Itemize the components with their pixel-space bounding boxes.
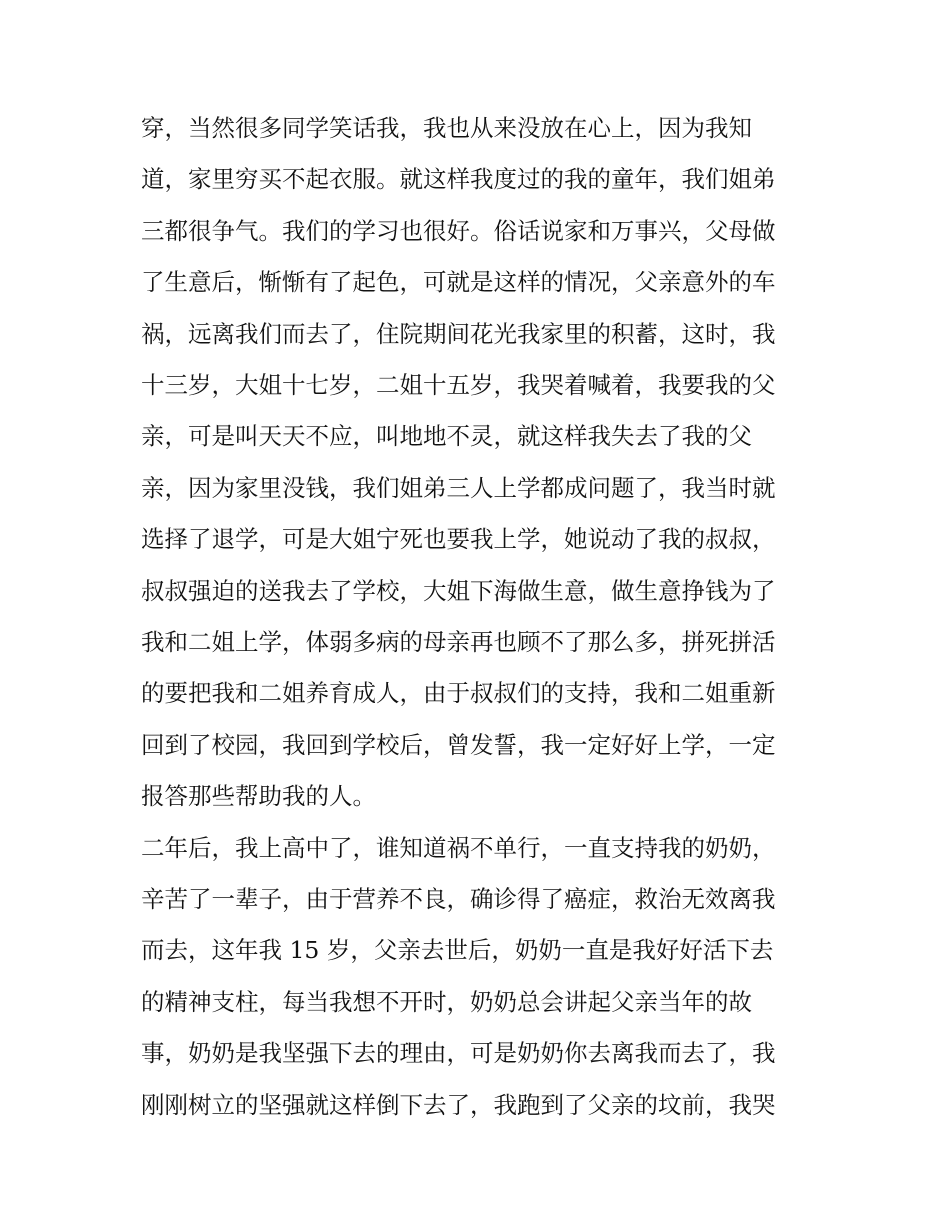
text-line: 三都很争气。我们的学习也很好。俗话说家和万事兴，父母做 xyxy=(141,216,776,245)
text-line: 的精神支柱，每当我想不开时，奶奶总会讲起父亲当年的故 xyxy=(141,987,752,1016)
text-line: 选择了退学，可是大姐宁死也要我上学，她说动了我的叔叔， xyxy=(141,525,776,554)
text-line: 辛苦了一辈子，由于营养不良，确诊得了癌症，救治无效离我 xyxy=(141,885,776,913)
text-line: 亲，因为家里没钱，我们姐弟三人上学都成问题了，我当时就 xyxy=(141,473,776,502)
text-line: 了生意后，惭惭有了起色，可就是这样的情况，父亲意外的车 xyxy=(141,268,776,297)
text-line: 而去，这年我 15 岁，父亲去世后，奶奶一直是我好好活下去 xyxy=(141,936,774,965)
text-line: 亲，可是叫天天不应，叫地地不灵，就这样我失去了我的父 xyxy=(141,422,752,451)
text-line: 叔叔强迫的送我去了学校，大姐下海做生意，做生意挣钱为了 xyxy=(141,576,776,605)
text-line: 十三岁，大姐十七岁，二姐十五岁，我哭着喊着，我要我的父 xyxy=(141,371,776,399)
text-line: 祸，远离我们而去了，住院期间花光我家里的积蓄，这时，我 xyxy=(141,319,776,348)
text-line: 回到了校园，我回到学校后，曾发誓，我一定好好上学，一定 xyxy=(141,730,776,759)
text-line: 的要把我和二姐养育成人，由于叔叔们的支持，我和二姐重新 xyxy=(141,679,776,708)
text-line: 道，家里穷买不起衣服。就这样我度过的我的童年，我们姐弟 xyxy=(141,165,776,194)
text-line: 二年后，我上高中了，谁知道祸不单行，一直支持我的奶奶， xyxy=(141,833,776,862)
text-line: 穿，当然很多同学笑话我，我也从来没放在心上，因为我知 xyxy=(141,114,752,142)
text-line: 我和二姐上学，体弱多病的母亲再也顾不了那么多，拼死拼活 xyxy=(141,628,776,656)
text-line: 报答那些帮助我的人。 xyxy=(141,782,376,811)
text-line: 刚刚树立的坚强就这样倒下去了，我跑到了父亲的坟前，我哭 xyxy=(141,1090,776,1119)
text-line: 事，奶奶是我坚强下去的理由，可是奶奶你去离我而去了，我 xyxy=(141,1039,776,1068)
